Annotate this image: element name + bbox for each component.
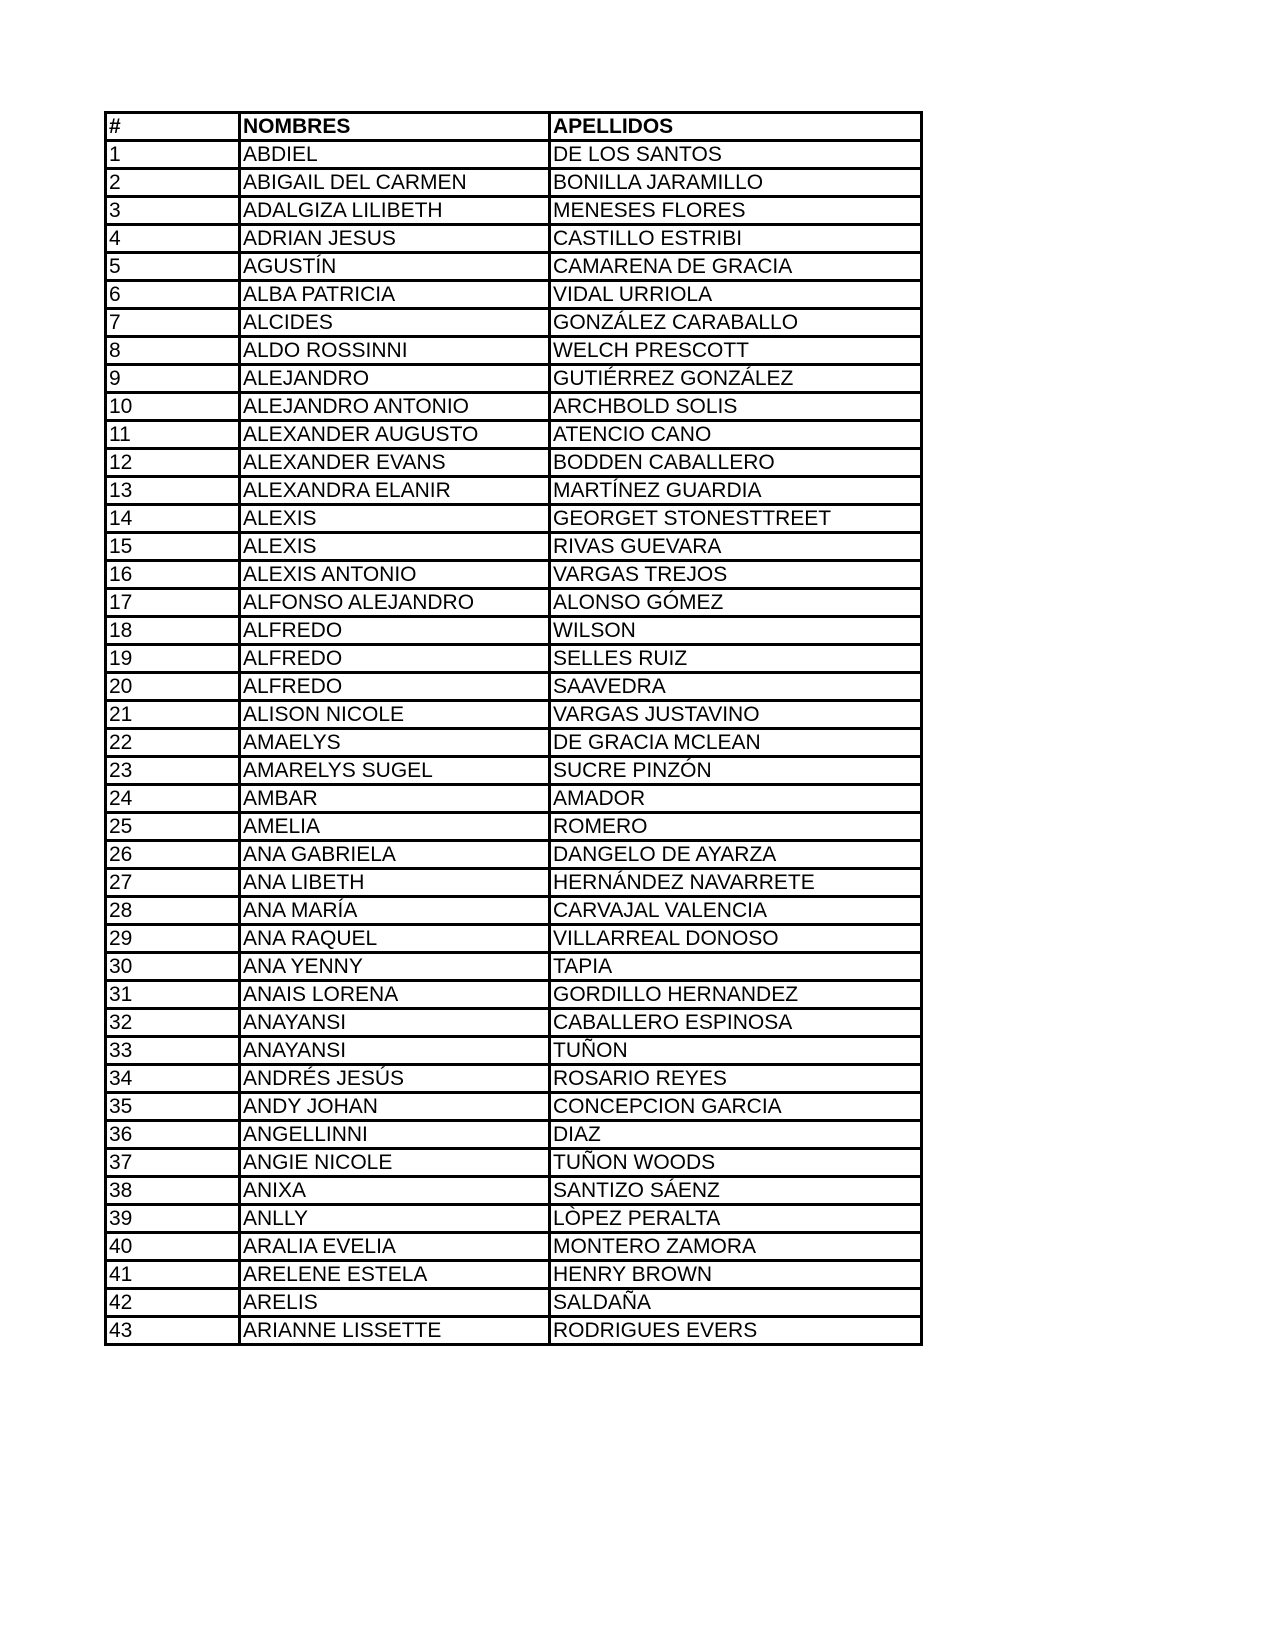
row-number: 15 — [106, 533, 240, 561]
row-apellidos: BODDEN CABALLERO — [550, 449, 922, 477]
row-nombres: ARELIS — [240, 1289, 550, 1317]
row-nombres: ANGELLINNI — [240, 1121, 550, 1149]
row-nombres: ANAYANSI — [240, 1037, 550, 1065]
row-number: 14 — [106, 505, 240, 533]
row-nombres: ALFREDO — [240, 617, 550, 645]
row-apellidos: LÒPEZ PERALTA — [550, 1205, 922, 1233]
row-number: 9 — [106, 365, 240, 393]
row-number: 35 — [106, 1093, 240, 1121]
row-apellidos: SAAVEDRA — [550, 673, 922, 701]
row-number: 19 — [106, 645, 240, 673]
row-apellidos: DE GRACIA MCLEAN — [550, 729, 922, 757]
table-row — [106, 981, 922, 1009]
row-nombres: ALEXIS ANTONIO — [240, 561, 550, 589]
row-number: 38 — [106, 1177, 240, 1205]
row-nombres: ANA MARÍA — [240, 897, 550, 925]
row-apellidos: VARGAS TREJOS — [550, 561, 922, 589]
table-header-row — [106, 113, 922, 141]
row-apellidos: RODRIGUES EVERS — [550, 1317, 922, 1345]
row-apellidos: WELCH PRESCOTT — [550, 337, 922, 365]
table-row — [106, 897, 922, 925]
table-row — [106, 1233, 922, 1261]
row-number: 17 — [106, 589, 240, 617]
table-row — [106, 1121, 922, 1149]
row-apellidos: VILLARREAL DONOSO — [550, 925, 922, 953]
table-row — [106, 645, 922, 673]
row-number: 11 — [106, 421, 240, 449]
row-apellidos: TUÑON WOODS — [550, 1149, 922, 1177]
row-nombres: ADRIAN JESUS — [240, 225, 550, 253]
table-row — [106, 337, 922, 365]
row-number: 29 — [106, 925, 240, 953]
row-apellidos: ARCHBOLD SOLIS — [550, 393, 922, 421]
row-nombres: ARALIA EVELIA — [240, 1233, 550, 1261]
row-number: 28 — [106, 897, 240, 925]
row-nombres: ALFREDO — [240, 673, 550, 701]
row-nombres: ANA RAQUEL — [240, 925, 550, 953]
row-nombres: ALBA PATRICIA — [240, 281, 550, 309]
row-apellidos: GUTIÉRREZ GONZÁLEZ — [550, 365, 922, 393]
table-row — [106, 785, 922, 813]
row-number: 21 — [106, 701, 240, 729]
row-apellidos: MARTÍNEZ GUARDIA — [550, 477, 922, 505]
row-number: 41 — [106, 1261, 240, 1289]
table-row — [106, 225, 922, 253]
row-apellidos: MONTERO ZAMORA — [550, 1233, 922, 1261]
row-nombres: ANA YENNY — [240, 953, 550, 981]
table-row — [106, 841, 922, 869]
row-number: 7 — [106, 309, 240, 337]
row-nombres: ANA GABRIELA — [240, 841, 550, 869]
row-number: 39 — [106, 1205, 240, 1233]
table-row — [106, 1317, 922, 1345]
row-number: 43 — [106, 1317, 240, 1345]
row-nombres: ANGIE NICOLE — [240, 1149, 550, 1177]
row-nombres: ANIXA — [240, 1177, 550, 1205]
row-apellidos: RIVAS GUEVARA — [550, 533, 922, 561]
row-apellidos: DIAZ — [550, 1121, 922, 1149]
table-row — [106, 589, 922, 617]
row-apellidos: TUÑON — [550, 1037, 922, 1065]
row-number: 23 — [106, 757, 240, 785]
row-number: 1 — [106, 141, 240, 169]
table-row — [106, 1289, 922, 1317]
table-row — [106, 1149, 922, 1177]
row-nombres: ARELENE ESTELA — [240, 1261, 550, 1289]
row-apellidos: CABALLERO ESPINOSA — [550, 1009, 922, 1037]
table-row — [106, 1037, 922, 1065]
table-row — [106, 309, 922, 337]
table-row — [106, 729, 922, 757]
row-number: 22 — [106, 729, 240, 757]
row-apellidos: ROMERO — [550, 813, 922, 841]
row-apellidos: VARGAS JUSTAVINO — [550, 701, 922, 729]
table-row — [106, 281, 922, 309]
table-row — [106, 869, 922, 897]
row-nombres: AGUSTÍN — [240, 253, 550, 281]
row-apellidos: CARVAJAL VALENCIA — [550, 897, 922, 925]
row-number: 13 — [106, 477, 240, 505]
row-nombres: ANDY JOHAN — [240, 1093, 550, 1121]
row-number: 25 — [106, 813, 240, 841]
table-row — [106, 1261, 922, 1289]
row-apellidos: GONZÁLEZ CARABALLO — [550, 309, 922, 337]
row-apellidos: TAPIA — [550, 953, 922, 981]
row-apellidos: CAMARENA DE GRACIA — [550, 253, 922, 281]
row-apellidos: ATENCIO CANO — [550, 421, 922, 449]
table-row — [106, 365, 922, 393]
row-nombres: ANDRÉS JESÚS — [240, 1065, 550, 1093]
row-nombres: ADALGIZA LILIBETH — [240, 197, 550, 225]
table-row — [106, 813, 922, 841]
row-apellidos: CONCEPCION GARCIA — [550, 1093, 922, 1121]
row-apellidos: HENRY BROWN — [550, 1261, 922, 1289]
names-table — [104, 111, 923, 1346]
row-number: 5 — [106, 253, 240, 281]
row-apellidos: DE LOS SANTOS — [550, 141, 922, 169]
row-nombres: ALEXANDER EVANS — [240, 449, 550, 477]
row-number: 27 — [106, 869, 240, 897]
row-apellidos: ALONSO GÓMEZ — [550, 589, 922, 617]
table-row — [106, 1205, 922, 1233]
table-row — [106, 253, 922, 281]
row-nombres: ANAYANSI — [240, 1009, 550, 1037]
table-row — [106, 1177, 922, 1205]
row-number: 16 — [106, 561, 240, 589]
table-row — [106, 757, 922, 785]
row-apellidos: SUCRE PINZÓN — [550, 757, 922, 785]
row-number: 37 — [106, 1149, 240, 1177]
row-nombres: ALEJANDRO ANTONIO — [240, 393, 550, 421]
row-apellidos: DANGELO DE AYARZA — [550, 841, 922, 869]
row-nombres: ABDIEL — [240, 141, 550, 169]
table-row — [106, 953, 922, 981]
table-row — [106, 421, 922, 449]
row-nombres: ALEXIS — [240, 533, 550, 561]
row-number: 36 — [106, 1121, 240, 1149]
row-apellidos: ROSARIO REYES — [550, 1065, 922, 1093]
row-number: 34 — [106, 1065, 240, 1093]
row-nombres: ALCIDES — [240, 309, 550, 337]
row-number: 33 — [106, 1037, 240, 1065]
row-apellidos: SANTIZO SÁENZ — [550, 1177, 922, 1205]
row-number: 12 — [106, 449, 240, 477]
row-nombres: ALFREDO — [240, 645, 550, 673]
table-row — [106, 1065, 922, 1093]
row-nombres: ALEXIS — [240, 505, 550, 533]
table-row — [106, 449, 922, 477]
row-apellidos: HERNÁNDEZ NAVARRETE — [550, 869, 922, 897]
row-number: 32 — [106, 1009, 240, 1037]
row-number: 30 — [106, 953, 240, 981]
table-row — [106, 561, 922, 589]
row-number: 40 — [106, 1233, 240, 1261]
row-number: 26 — [106, 841, 240, 869]
row-nombres: ALISON NICOLE — [240, 701, 550, 729]
table-row — [106, 197, 922, 225]
row-number: 2 — [106, 169, 240, 197]
table-row — [106, 1093, 922, 1121]
table-row — [106, 505, 922, 533]
table-row — [106, 477, 922, 505]
header-nombres: NOMBRES — [240, 113, 550, 141]
row-nombres: AMELIA — [240, 813, 550, 841]
row-nombres: AMBAR — [240, 785, 550, 813]
table-row — [106, 393, 922, 421]
table-row — [106, 141, 922, 169]
row-number: 6 — [106, 281, 240, 309]
row-number: 4 — [106, 225, 240, 253]
row-nombres: ANAIS LORENA — [240, 981, 550, 1009]
row-nombres: ALEXANDRA ELANIR — [240, 477, 550, 505]
row-nombres: ANLLY — [240, 1205, 550, 1233]
table-row — [106, 1009, 922, 1037]
table-row — [106, 673, 922, 701]
table-row — [106, 533, 922, 561]
row-number: 31 — [106, 981, 240, 1009]
table-row — [106, 169, 922, 197]
row-nombres: ALFONSO ALEJANDRO — [240, 589, 550, 617]
row-apellidos: SALDAÑA — [550, 1289, 922, 1317]
row-number: 8 — [106, 337, 240, 365]
table-row — [106, 617, 922, 645]
row-number: 24 — [106, 785, 240, 813]
row-apellidos: MENESES FLORES — [550, 197, 922, 225]
row-apellidos: BONILLA JARAMILLO — [550, 169, 922, 197]
row-nombres: ARIANNE LISSETTE — [240, 1317, 550, 1345]
row-apellidos: VIDAL URRIOLA — [550, 281, 922, 309]
row-nombres: ALEJANDRO — [240, 365, 550, 393]
row-nombres: AMAELYS — [240, 729, 550, 757]
row-number: 10 — [106, 393, 240, 421]
header-apellidos: APELLIDOS — [550, 113, 922, 141]
header-number: # — [106, 113, 240, 141]
row-number: 20 — [106, 673, 240, 701]
row-number: 42 — [106, 1289, 240, 1317]
table-body — [106, 141, 922, 1345]
row-nombres: ALDO ROSSINNI — [240, 337, 550, 365]
table-row — [106, 701, 922, 729]
row-number: 18 — [106, 617, 240, 645]
row-number: 3 — [106, 197, 240, 225]
row-nombres: ABIGAIL DEL CARMEN — [240, 169, 550, 197]
row-nombres: AMARELYS SUGEL — [240, 757, 550, 785]
row-apellidos: AMADOR — [550, 785, 922, 813]
row-apellidos: SELLES RUIZ — [550, 645, 922, 673]
row-apellidos: GEORGET STONESTTREET — [550, 505, 922, 533]
row-nombres: ALEXANDER AUGUSTO — [240, 421, 550, 449]
row-apellidos: GORDILLO HERNANDEZ — [550, 981, 922, 1009]
row-apellidos: CASTILLO ESTRIBI — [550, 225, 922, 253]
row-apellidos: WILSON — [550, 617, 922, 645]
row-nombres: ANA LIBETH — [240, 869, 550, 897]
table-row — [106, 925, 922, 953]
